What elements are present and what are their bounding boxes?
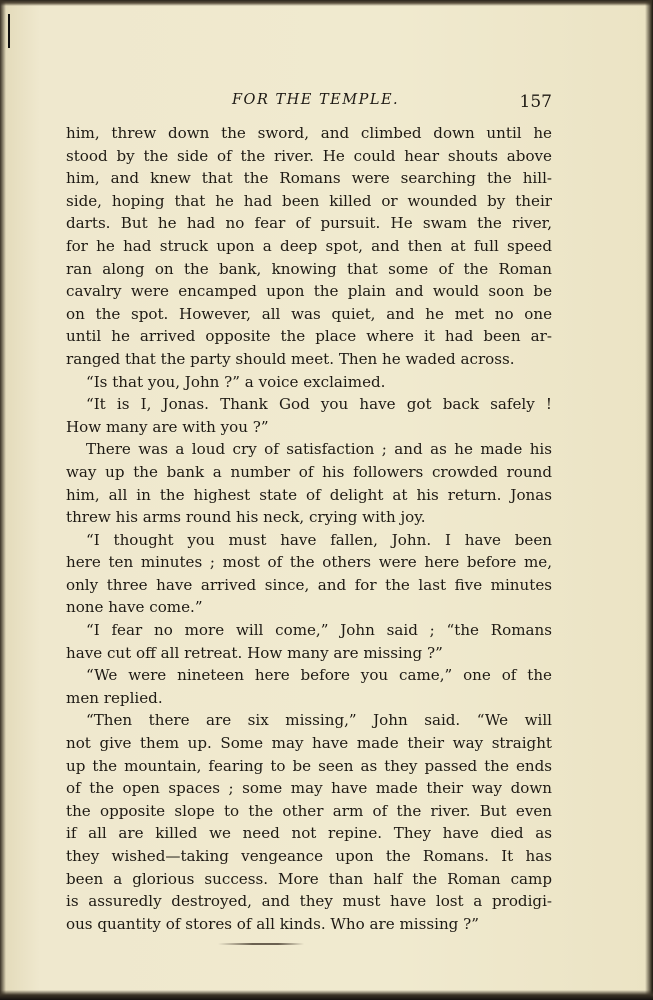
text-line: threw his arms round his neck, crying with joy.: [66, 508, 426, 527]
text-line: none have come.”: [66, 598, 203, 617]
text-line: here ten minutes ; most of the others were here before me,: [66, 553, 552, 572]
text-line: ous quantity of stores of all kinds. Who are missing ?”: [66, 914, 479, 933]
page-binding-shadow: [0, 0, 6, 1000]
text-line: How many are with you ?”: [66, 417, 269, 436]
text-line: “We were nineteen here before you came,” one of the: [86, 666, 552, 685]
text-line: on the spot. However, all was quiet, and he met no one: [66, 304, 552, 323]
text-line: they wished—taking vengeance upon the Romans. It has: [66, 847, 552, 865]
text-line: until he arrived opposite the place where it had been ar-: [66, 327, 552, 346]
text-line: only three have arrived since, and for the last five minutes: [66, 575, 552, 594]
text-line: been a glorious success. More than half the Roman camp: [66, 869, 552, 888]
text-line: is assuredly destroyed, and they must have lost a prodigi-: [66, 892, 552, 911]
text-line: ran along on the bank, knowing that some of the Roman: [66, 259, 552, 278]
page-bottom-edge: [0, 990, 653, 1000]
text-line: way up the bank a number of his followers crowded round: [66, 462, 552, 481]
text-line: “Then there are six missing,” John said. “We will: [86, 711, 552, 730]
text-line: not give them up. Some may have made their way straight: [66, 734, 552, 753]
body-text: [66, 122, 552, 935]
text-line: darts. But he had no fear of pursuit. He swam the river,: [66, 214, 552, 233]
page-number: 157: [519, 92, 552, 112]
text-line: cavalry were encamped upon the plain and would soon be: [66, 282, 552, 301]
page-header: [66, 90, 552, 114]
text-line: “I thought you must have fallen, John. I have been: [86, 530, 552, 549]
text-line: side, hoping that he had been killed or wounded by their: [66, 191, 552, 210]
margin-mark: [8, 14, 10, 48]
bottom-rule: [218, 943, 304, 945]
text-line: have cut off all retreat. How many are missing ?”: [66, 643, 443, 662]
text-line: “I fear no more will come,” John said ; “the Romans: [86, 621, 552, 640]
text-line: There was a loud cry of satisfaction ; and as he made his: [86, 440, 552, 459]
text-line: “Is that you, John ?” a voice exclaimed.: [86, 372, 386, 391]
text-line: the opposite slope to the other arm of the river. But even: [66, 801, 552, 820]
text-line: for he had struck upon a deep spot, and then at full speed: [66, 236, 552, 255]
text-line: men replied.: [66, 688, 163, 707]
text-line: him, all in the highest state of delight at his return. Jonas: [66, 485, 552, 504]
running-title: FOR THE TEMPLE.: [232, 92, 400, 108]
text-line: of the open spaces ; some may have made their way down: [66, 779, 552, 798]
text-line: if all are killed we need not repine. They have died as: [66, 824, 552, 843]
text-line: stood by the side of the river. He could hear shouts above: [66, 146, 552, 165]
text-line: up the mountain, fearing to be seen as they passed the ends: [66, 756, 552, 775]
page-right-edge: [645, 0, 653, 1000]
text-line: him, threw down the sword, and climbed down until he: [66, 124, 552, 142]
text-line: him, and knew that the Romans were searching the hill-: [66, 169, 552, 188]
page-top-edge: [0, 0, 653, 6]
text-line: ranged that the party should meet. Then he waded across.: [66, 349, 515, 368]
text-line: “It is I, Jonas. Thank God you have got back safely !: [86, 395, 552, 414]
